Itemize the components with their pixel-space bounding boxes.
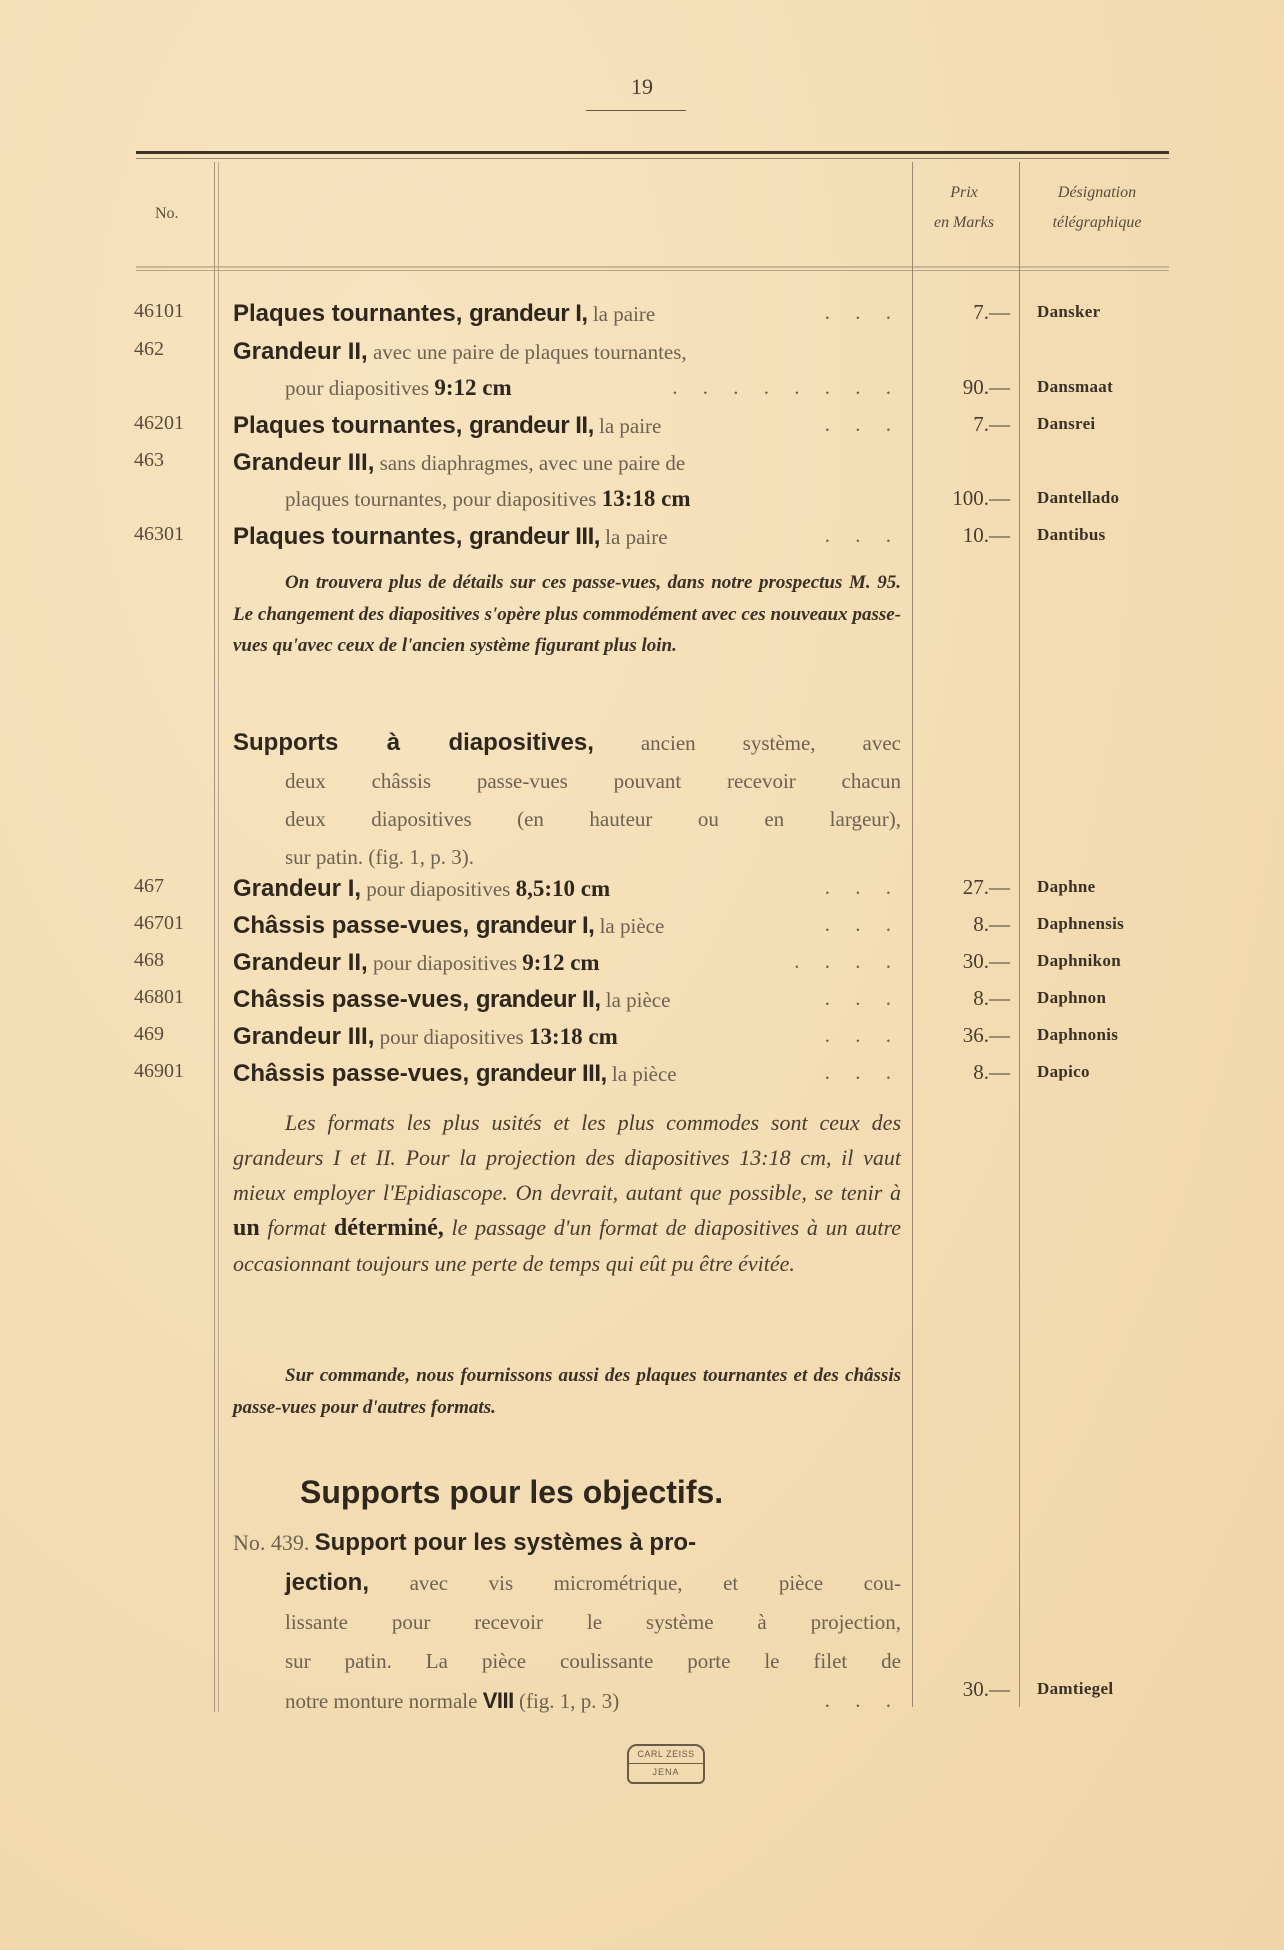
leader-dots: . . . — [824, 875, 901, 899]
item-telegraph-code: Daphnikon — [1037, 951, 1121, 970]
item-number: 46801 — [134, 986, 184, 1008]
leader-dots: . . . . — [794, 949, 901, 973]
table-row — [0, 1677, 1284, 1714]
header-prix-line1: Prix — [950, 184, 978, 201]
table-row — [0, 523, 1284, 560]
item-number: 469 — [134, 1023, 164, 1045]
item-telegraph-code: Daphne — [1037, 877, 1096, 896]
item-price: 30.— — [962, 949, 1010, 973]
item-text: pour diapositives — [367, 951, 523, 975]
item-description — [233, 949, 901, 977]
note-formats-text: format — [259, 1215, 334, 1240]
table-header-rule — [136, 266, 1169, 271]
table-row — [0, 986, 1284, 1023]
note-formats — [233, 1105, 901, 1281]
leader-dots: . . . . . . . . — [672, 375, 901, 399]
paragraph-line — [233, 1523, 901, 1563]
item-title: Grandeur III, — [233, 1023, 375, 1050]
paragraph-line: sur patin. La pièce coulissante porte le filet de — [285, 1649, 901, 1673]
item-number: 46301 — [134, 523, 184, 545]
item-price: 8.— — [973, 912, 1010, 936]
item-description — [233, 912, 901, 940]
item-title: Support pour les systèmes à pro- — [314, 1529, 697, 1556]
table-top-rule — [136, 151, 1169, 154]
item-title-size: grandeur I, — [469, 300, 588, 327]
item-telegraph-code: Dansker — [1037, 302, 1101, 321]
item-number: 467 — [134, 875, 164, 897]
table-row — [0, 949, 1284, 986]
item-format: 9:12 cm — [434, 375, 512, 400]
header-prix-line2: en Marks — [934, 214, 994, 231]
item-title-size: grandeur II, — [475, 986, 601, 1013]
note-passe-vues — [233, 567, 901, 662]
page-number-rule — [586, 110, 686, 111]
item-description — [233, 412, 901, 440]
item-title: Grandeur III, — [233, 449, 375, 476]
item-price: 8.— — [973, 1060, 1010, 1084]
header-designation — [1022, 178, 1172, 238]
item-format: 9:12 cm — [522, 950, 600, 975]
item-price: 30.— — [962, 1677, 1010, 1701]
item-description — [233, 1060, 901, 1088]
item-price: 90.— — [962, 375, 1010, 399]
item-title: Châssis passe-vues, — [233, 986, 476, 1013]
item-description — [233, 523, 901, 551]
item-number: 468 — [134, 949, 164, 971]
table-row — [0, 1060, 1284, 1097]
item-title: Grandeur II, — [233, 949, 368, 976]
item-number: 463 — [134, 449, 164, 471]
item-telegraph-code: Daphnonis — [1037, 1025, 1119, 1044]
leader-dots: . . . — [824, 1688, 901, 1712]
item-description-continued — [285, 375, 901, 401]
item-text: sans diaphragmes, avec une paire de — [374, 451, 686, 475]
item-text: la paire — [593, 414, 662, 438]
supports-diapositives-paragraph — [233, 724, 901, 876]
logo-bottom-text: JENA — [652, 1767, 680, 1777]
item-description — [233, 1023, 901, 1051]
item-telegraph-code: Daphnensis — [1037, 914, 1125, 933]
leader-dots: . . . — [824, 1023, 901, 1047]
note-formats-text: le passage d'un format de diapositives à un autre occasionnant toujours une perte de temps qui eût pu être évitée. — [233, 1215, 901, 1276]
item-description — [233, 300, 901, 328]
table-row — [0, 912, 1284, 949]
note-commande — [233, 1360, 901, 1423]
item-price: 10.— — [962, 523, 1010, 547]
table-row — [0, 875, 1284, 912]
item-description — [233, 875, 901, 903]
item-title: Plaques tournantes, — [233, 412, 470, 439]
item-title-size: grandeur III, — [469, 523, 600, 550]
table-row — [0, 338, 1284, 375]
item-telegraph-code: Dantellado — [1037, 488, 1120, 507]
paragraph-line: deux diapositives (en hauteur ou en largeur), — [285, 807, 901, 831]
item-format: 13:18 cm — [601, 486, 691, 511]
item-text: la pièce — [606, 1062, 677, 1086]
paragraph-line: lissante pour recevoir le système à projection, — [285, 1610, 901, 1634]
item-price: 36.— — [962, 1023, 1010, 1047]
paragraph-line — [233, 1563, 901, 1603]
item-format: 13:18 cm — [528, 1024, 618, 1049]
carl-zeiss-logo — [627, 1744, 705, 1784]
header-prix — [912, 178, 1016, 238]
leader-dots: . . . — [824, 912, 901, 936]
note-commande-text: Sur commande, nous fournissons aussi des plaques tournantes et des châssis passe-vues pour d'autres formats. — [233, 1365, 901, 1418]
paragraph-text: (fig. 1, p. 3) — [513, 1689, 620, 1713]
item-title: Plaques tournantes, — [233, 523, 470, 550]
item-number: 46101 — [134, 300, 184, 322]
item-text: la paire — [587, 302, 656, 326]
item-price: 8.— — [973, 986, 1010, 1010]
table-row — [0, 412, 1284, 449]
table-row — [0, 486, 1284, 523]
paragraph-line: deux châssis passe-vues pouvant recevoir chacun — [285, 769, 901, 793]
item-telegraph-code: Dantibus — [1037, 525, 1106, 544]
item-title-size: grandeur II, — [469, 412, 594, 439]
item-price: 100.— — [952, 486, 1010, 510]
item-telegraph-code: Dansrei — [1037, 414, 1096, 433]
paragraph-text: avec vis micrométrique, et pièce cou- — [369, 1571, 901, 1595]
leader-dots: . . . — [824, 412, 901, 436]
item-telegraph-code: Dansmaat — [1037, 377, 1114, 396]
note-formats-emphasis: déterminé, — [333, 1215, 444, 1241]
paragraph-text: notre monture normale — [285, 1689, 483, 1713]
item-number-prefix: No. 439. — [233, 1530, 310, 1555]
section-title-objectifs: Supports pour les objectifs. — [300, 1474, 724, 1510]
item-number: 462 — [134, 338, 164, 360]
item-description — [233, 338, 901, 366]
leader-dots: . . . — [824, 986, 901, 1010]
paragraph-title: Supports à diapositives, — [233, 729, 594, 756]
header-designation-line1: Désignation — [1057, 184, 1137, 201]
header-no: No. — [155, 205, 179, 222]
table-row — [0, 300, 1284, 337]
item-price: 27.— — [962, 875, 1010, 899]
note-passe-vues-text: On trouvera plus de détails sur ces passe-vues, dans notre prospectus M. 95. Le changement des diapositives s'opère plus commodément avec ces nouveaux passe-vues qu'avec ceux de l'ancien système figurant plus loin. — [233, 572, 901, 656]
item-text: la pièce — [594, 914, 665, 938]
note-formats-text: Les formats les plus usités et les plus commodes sont ceux des grandeurs I et II. Pour la projection des diapositives 13:18 cm, il vaut mieux employer l'Epidiascope. On devrait, autant que possible, se tenir à — [233, 1110, 901, 1205]
mount-number: VIII — [482, 1688, 514, 1713]
item-number: 46901 — [134, 1060, 184, 1082]
item-text: avec une paire de plaques tournantes, — [367, 340, 687, 364]
item-title-continued: jection, — [285, 1569, 370, 1596]
item-text: plaques tournantes, pour diapositives — [285, 487, 602, 511]
item-price: 7.— — [973, 412, 1010, 436]
item-description — [233, 449, 901, 477]
paragraph-line — [233, 724, 901, 762]
item-text: la paire — [599, 525, 668, 549]
item-description-continued — [285, 486, 901, 512]
page-number: 19 — [631, 74, 653, 99]
item-telegraph-code: Dapico — [1037, 1062, 1090, 1081]
item-description — [233, 986, 901, 1014]
item-title: Grandeur II, — [233, 338, 368, 365]
table-row — [0, 1023, 1284, 1060]
table-row — [0, 375, 1284, 412]
leader-dots: . . . — [824, 523, 901, 547]
item-number: 46201 — [134, 412, 184, 434]
item-price: 7.— — [973, 300, 1010, 324]
item-text: pour diapositives — [361, 877, 516, 901]
item-title: Châssis passe-vues, — [233, 1060, 476, 1087]
item-number: 46701 — [134, 912, 184, 934]
paragraph-line: sur patin. (fig. 1, p. 3). — [285, 845, 474, 869]
note-formats-emphasis: un — [233, 1215, 260, 1241]
item-text: pour diapositives — [374, 1025, 529, 1049]
table-row — [0, 449, 1284, 486]
item-text: pour diapositives — [285, 376, 435, 400]
paragraph-text: ancien système, avec — [593, 731, 901, 755]
item-title-size: grandeur III, — [475, 1060, 607, 1087]
item-telegraph-code: Damtiegel — [1037, 1679, 1114, 1698]
item-title: Châssis passe-vues, — [233, 912, 476, 939]
item-title: Grandeur I, — [233, 875, 362, 902]
table-top-rule-thin — [136, 158, 1169, 159]
item-title-size: grandeur I, — [475, 912, 595, 939]
logo-top-text: CARL ZEISS — [629, 1746, 703, 1764]
leader-dots: . . . — [824, 1060, 901, 1084]
header-designation-line2: télégraphique — [1052, 214, 1142, 231]
item-format: 8,5:10 cm — [515, 876, 611, 901]
item-text: la pièce — [600, 988, 671, 1012]
leader-dots: . . . — [824, 300, 901, 324]
item-title: Plaques tournantes, — [233, 300, 470, 327]
item-telegraph-code: Daphnon — [1037, 988, 1107, 1007]
